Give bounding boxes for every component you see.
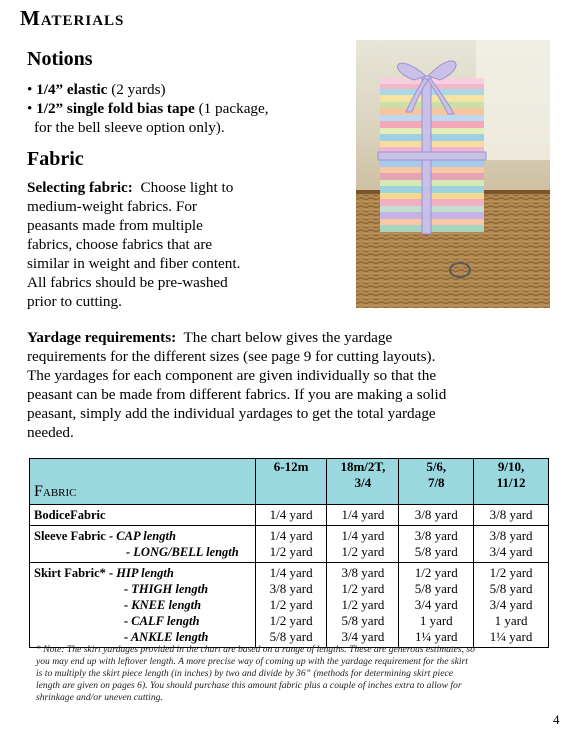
text-line: peasants made from multiple — [27, 217, 203, 234]
text-line: peasant can be made from different fabrics. If you are making a solid — [27, 386, 447, 403]
header-size: 18m/2T, 3/4 — [327, 459, 399, 505]
text-line: requirements for the different sizes (see page 9 for cutting layouts). — [27, 348, 436, 365]
text-line: prior to cutting. — [27, 293, 122, 310]
table-row — [30, 505, 549, 526]
text-line: The chart below gives the yardage — [176, 329, 393, 346]
skirt-option: - HIP length — [109, 566, 174, 580]
table-cell: 3/8 yard — [399, 505, 474, 526]
table-cell: 1/4 yard 1/2 yard — [255, 526, 327, 563]
bodice-label: BodiceFabric — [34, 508, 106, 522]
text-line: All fabrics should be pre-washed — [27, 274, 228, 291]
text-line: Choose light to — [132, 179, 234, 196]
notions-item-qty: (2 yards) — [107, 81, 166, 98]
text-line: fabrics, choose fabrics that are — [27, 236, 213, 253]
notions-item: • 1/2” single fold bias tape (1 package, — [27, 100, 269, 117]
yardage-label: Yardage requirements: — [27, 329, 177, 346]
table-row — [30, 526, 549, 563]
table-cell: 1/4 yard — [327, 505, 399, 526]
header-fabric: Fabric — [30, 459, 256, 505]
table-cell: 1/2 yard 5/8 yard 3/4 yard 1 yard 1¼ yard — [399, 563, 474, 648]
page-title: Materials — [20, 6, 125, 30]
text-line: medium-weight fabrics. For — [27, 198, 197, 215]
notions-item-name: 1/4” elastic — [36, 81, 108, 98]
skirt-option: - KNEE length — [124, 598, 202, 612]
skirt-option: - CALF length — [124, 614, 200, 628]
skirt-yardage-note — [36, 644, 536, 704]
table-cell: 3/8 yard 5/8 yard — [399, 526, 474, 563]
fabric-stack-photo — [356, 40, 550, 308]
notions-item-name: 1/2” single fold bias tape — [36, 100, 195, 117]
notions-item: • 1/4” elastic (2 yards) — [27, 81, 166, 98]
table-row — [30, 563, 549, 648]
fabric-heading: Fabric — [27, 148, 84, 170]
notions-item-qty: (1 package, — [194, 100, 269, 117]
table-cell: 3/8 yard 1/2 yard 1/2 yard 5/8 yard 3/4 yard — [327, 563, 399, 648]
header-size: 9/10, 11/12 — [474, 459, 549, 505]
table-cell: 1/4 yard 3/8 yard 1/2 yard 1/2 yard 5/8 yard — [255, 563, 327, 648]
notions-list — [27, 80, 347, 137]
yardage-paragraph — [27, 328, 547, 442]
skirt-option: - ANKLE length — [124, 630, 209, 644]
notions-heading: Notions — [27, 48, 93, 70]
table-cell: 3/8 yard — [474, 505, 549, 526]
yardage-table — [29, 458, 549, 648]
table-header-row — [30, 459, 549, 505]
selecting-fabric-paragraph — [27, 178, 352, 311]
skirt-label: Skirt Fabric* — [34, 566, 106, 580]
table-cell: 1/4 yard — [255, 505, 327, 526]
note-line: shrinkage and/or uneven cutting. — [36, 692, 163, 703]
note-line: is to multiply the skirt piece length (in inches) by two and divide by 36” (methods for determining skirt piece — [36, 668, 453, 679]
table-cell: 1/4 yard 1/2 yard — [327, 526, 399, 563]
text-line: needed. — [27, 424, 74, 441]
table-cell: 1/2 yard 5/8 yard 3/4 yard 1 yard 1¼ yard — [474, 563, 549, 648]
sleeve-option: - LONG/BELL length — [126, 545, 239, 559]
note-line: length are given on pages 6). You should purchase this amount fabric plus a couple of inches extra to allow for — [36, 680, 462, 691]
selecting-fabric-label: Selecting fabric: — [27, 179, 133, 196]
notions-item-note: for the bell sleeve option only). — [34, 119, 225, 136]
text-line: peasant, simply add the individual yardages to get the total yardage — [27, 405, 436, 422]
sleeve-label: Sleeve Fabric — [34, 529, 106, 543]
page-number: 4 — [553, 712, 560, 727]
note-line: you may end up with leftover length. A more precise way of coming up with the yardage requirement for the skirt — [36, 656, 468, 667]
skirt-option: - THIGH length — [124, 582, 209, 596]
header-size: 5/6, 7/8 — [399, 459, 474, 505]
text-line: similar in weight and fiber content. — [27, 255, 241, 272]
header-size: 6-12m — [255, 459, 327, 505]
sleeve-option: - CAP length — [108, 529, 176, 543]
text-line: The yardages for each component are given individually so that the — [27, 367, 437, 384]
table-cell: 3/8 yard 3/4 yard — [474, 526, 549, 563]
note-line: * Note: The skirt yardages provided in the chart are based on a range of lengths. These are generous estimates, so — [36, 644, 475, 655]
